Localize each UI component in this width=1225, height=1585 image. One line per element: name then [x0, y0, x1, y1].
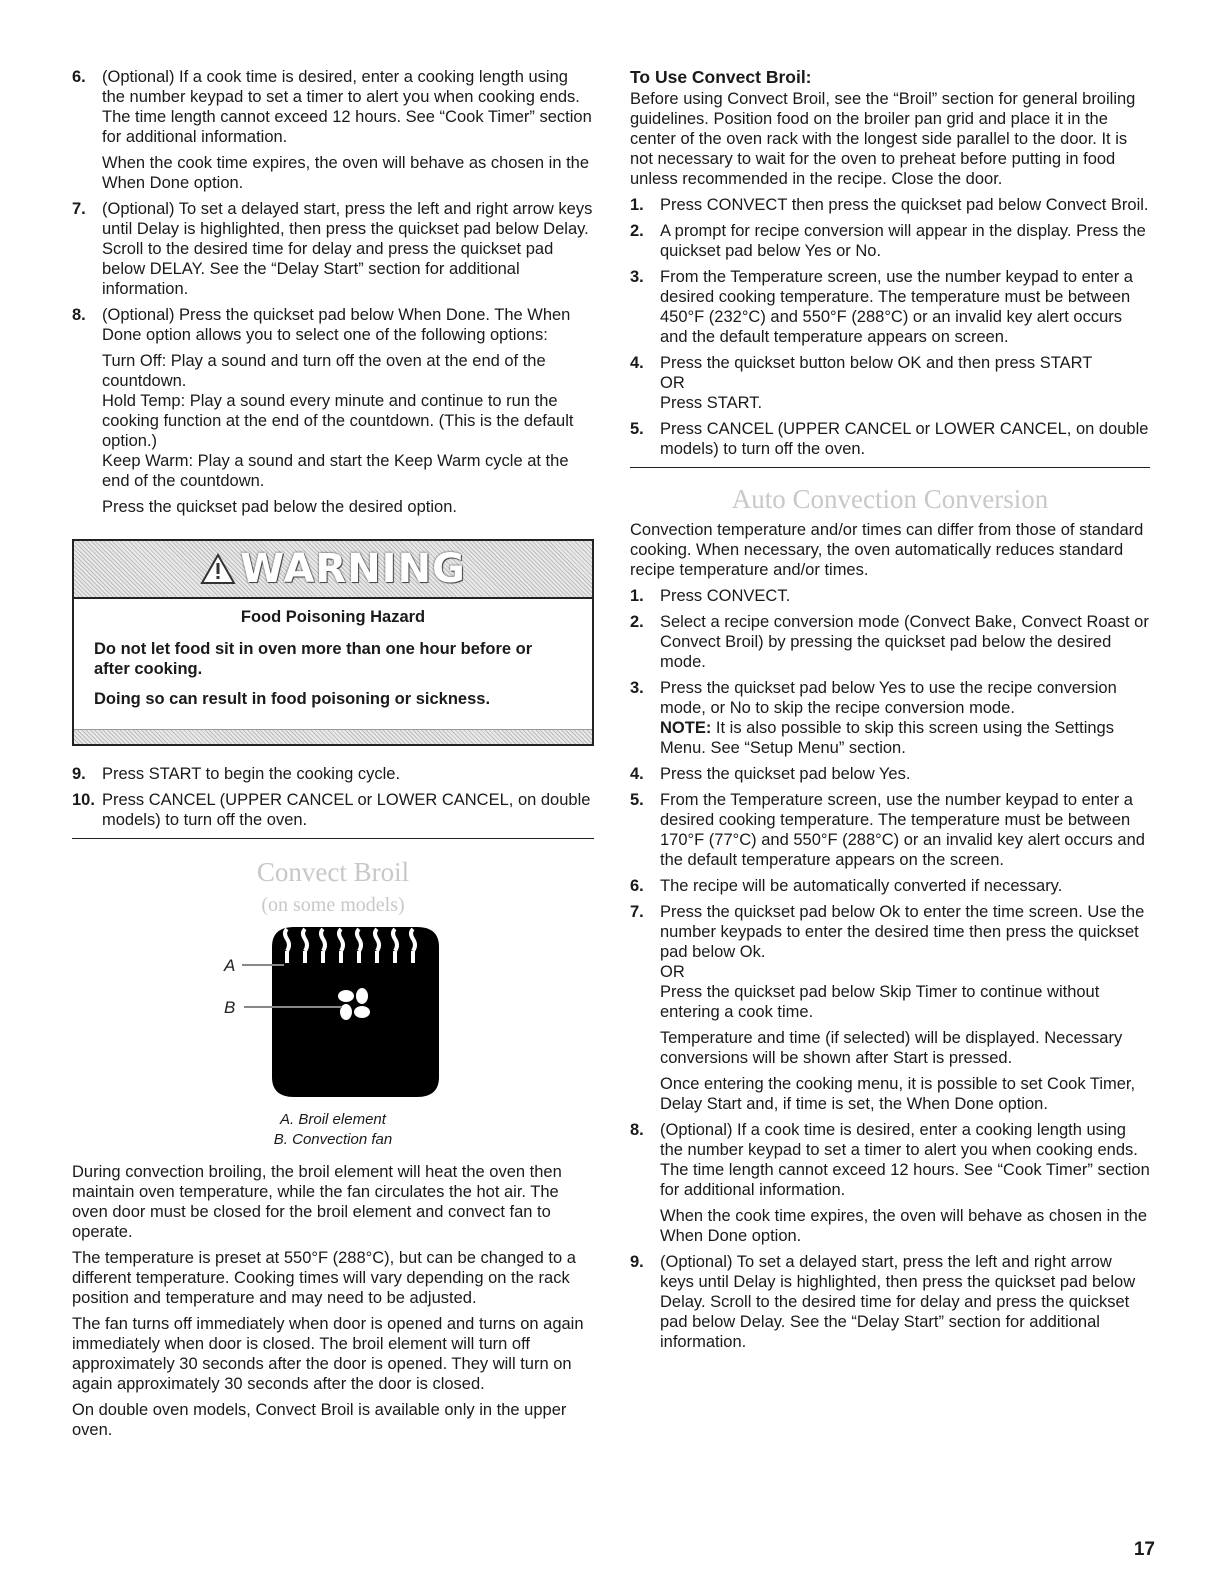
list-item: 9. Press START to begin the cooking cycle. — [72, 765, 401, 783]
steps-list-top — [72, 67, 594, 517]
list-item: 7. Press the quickset pad below Ok to enter the time screen. Use the number keypads to enter the desired time then press the quickset pad below Ok. OR Press the quickset pad below Skip Timer to continue without entering a cook time. Temperature and time (if selected) will be displayed. Necessary conversions will be shown after Start is pressed. Once entering the cooking menu, it is possible to set Cook Timer, Delay Start and, if time is set, the When Done option. — [630, 903, 1145, 1113]
right-column: To Use Convect Broil: Before using Convect Broil, see the “Broil” section for general broiling guidelines. Position food on the broiler pan grid and place it in the center of the oven rack with the longest side parallel to the door. It is not necessary to wait for the oven to preheat before putting in food unless recommended in the recipe. Close the door. 1. Press CONVECT then press the quickset pad below Convect Broil. 2. A prompt for recipe conversion will appear in the display. Press the quickset pad below Yes or No. 3. From the Temperature screen, use the number keypad to enter a desired cooking temperature. The temperature must be between 450°F (232°C) and 550°F (288°C) or an invalid key alert occurs and the default temperature appears on screen. 4. Press the quickset button below OK and then press START OR Press START. 5. Press CANCEL (UPPER CANCEL or LOWER CANCEL, on double models) to turn off the oven. Auto Convection Conversion Convection temperature and/or times can differ from those of standard cooking. When necessary, the oven automatically reduces standard recipe temperature and/or times. 1. Press CONVECT. 2. Select a recipe conversion mode (Convect Bake, Convect Roast or Convect Broil) by pressing the quickset pad below the desired mode. 3. Press the quickset pad below Yes to use the recipe conversion mode, or No to skip the recipe conversion mode. NOTE: It is also possible to skip this screen using the Settings Menu. See “Setup Menu” section. 4. Press the quickset pad below Yes. 5. From the Temperature screen, use the number keypad to enter a desired cooking temperature. The temperature must be between 170°F (77°C) and 550°F (288°C) or an invalid key alert occurs and the default temperature appears on the screen. 6. The recipe will be automatically converted if necessary. 7. Press the quickset pad below Ok to enter the time screen. Use the number keypads to enter the desired time then press the quickset pad below Ok. OR Press the quickset pad below Skip Timer to continue without entering a cook time. Temperature and time (if selected) will be displayed. Necessary conversions will be shown after Start is pressed. Once entering the cooking menu, it is possible to set Cook Timer, Delay Start and, if time is set, the When Done option. 8. (Optional) If a cook time is desired, enter a cooking length using the number keypad to set a timer to alert you when cooking ends. The time length cannot exceed 12 hours. See “Cook Timer” section for additional information. When the cook time expires, the oven will behave as chosen in the When Done option. 9. (Optional) To set a delayed start, press the left and right arrow keys until Delay is highlighted, then press the quickset pad below Delay. Scroll to the desired time for delay and press the quickset pad below Delay. See the “Delay Start” section for additional information. — [630, 67, 1150, 1351]
list-item: 9. (Optional) To set a delayed start, press the left and right arrow keys until Delay is highlighted, then press the quickset pad below Delay. Scroll to the desired time for delay and press the quickset pad below Delay. See the “Delay Start” section for additional information. — [630, 1253, 1136, 1351]
list-item: 3. From the Temperature screen, use the number keypad to enter a desired cooking temperature. The temperature must be between 450°F (232°C) and 550°F (288°C) or an invalid key alert occurs and the default temperature appears on screen. — [630, 268, 1133, 346]
section-title-convect-broil: Convect Broil — [256, 857, 410, 887]
oven-illustration — [72, 927, 594, 1102]
list-item: 3. Press the quickset pad below Yes to use the recipe conversion mode, or No to skip the recipe conversion mode. NOTE: It is also possible to skip this screen using the Settings Menu. See “Setup Menu” section. — [630, 679, 1117, 757]
page-number: 17 — [1133, 1539, 1155, 1560]
oven-diagram — [72, 927, 594, 1102]
list-item: 8. (Optional) Press the quickset pad below When Done. The When Done option allows you to select one of the following options: Turn Off: Play a sound and turn off the oven at the end of the countdown. Hold Temp: Play a sound every minute and continue to run the cooking function at the end of the countdown. (This is the default option.) Keep Warm: Play a sound and start the Keep Warm cycle at the end of the countdown. Press the quickset pad below the desired option. — [72, 305, 594, 517]
list-item: 6. The recipe will be automatically converted if necessary. — [630, 877, 1063, 895]
label-b: B — [224, 998, 236, 1017]
list-item: 5. Press CANCEL (UPPER CANCEL or LOWER CANCEL, on double models) to turn off the oven. — [630, 420, 1149, 458]
list-item: 1. Press CONVECT then press the quickset pad below Convect Broil. — [630, 196, 1149, 214]
convect-broil-steps — [630, 195, 1150, 459]
note-label: NOTE: — [660, 719, 712, 737]
warning-line-2: Doing so can result in food poisoning or sickness. — [94, 690, 491, 708]
list-item: 5. From the Temperature screen, use the number keypad to enter a desired cooking temperature. The temperature must be between 170°F (77°C) and 550°F (288°C) or an invalid key alert occurs and the default temperature appears on the screen. — [630, 791, 1145, 869]
list-item: 4. Press the quickset pad below Yes. — [630, 765, 911, 783]
section-title-auto-convection: Auto Convection Conversion — [731, 484, 1049, 514]
list-item: 7. (Optional) To set a delayed start, press the left and right arrow keys until Delay is highlighted, then press the quickset pad below Delay. Scroll to the desired time for delay and press the quickset pad below DELAY. See the “Delay Start” section for additional information. — [72, 200, 593, 298]
list-item: 1. Press CONVECT. — [630, 587, 791, 605]
warning-triangle-icon — [200, 553, 236, 585]
left-column: 6. (Optional) If a cook time is desired, enter a cooking length using the number keypad to set a timer to alert you when cooking ends. The time length cannot exceed 12 hours. See “Cook Timer” section for additional information. When the cook time expires, the oven will behave as chosen in the When Done option. 7. (Optional) To set a delayed start, press the left and right arrow keys until Delay is highlighted, then press the quickset pad below Delay. Scroll to the desired time for delay and press the quickset pad below DELAY. See the “Delay Start” section for additional information. 8. (Optional) Press the quickset pad below When Done. The When Done option allows you to select one of the following options: Turn Off: Play a sound and turn off the oven at the end of the countdown. Hold Temp: Play a sound every minute and continue to run the cooking function at the end of the countdown. (This is the default option.) Keep Warm: Play a sound and start the Keep Warm cycle at the end of the countdown. Press the quickset pad below the desired option. WARNING Food Poisoning Hazard Do not let food sit in oven more than one hour before or after cooking. Doing so can result in food poisoning or sickness. 9. Press START to begin the cooking cycle. 10. Press CANCEL (UPPER CANCEL or LOWER CANCEL, on double models) to turn off the oven. Convect Broil (on some models) A B A. Broil element B. Convection fan During convection broiling, the broil element will heat the oven then maintain oven temperature, while the fan circulates the hot air. The oven door must be closed for the broil element and convect fan to operate. The temperature is preset at 550°F (288°C), but can be changed to a different temperature. Cooking times will vary depending on the rack position and temperature and may need to be adjusted. The fan turns off immediately when door is opened and turns on again immediately when door is closed. The broil element will turn off approximately 30 seconds after the door is opened. They will turn on again approximately 30 seconds after the door is closed. On double oven models, Convect Broil is available only in the upper oven. — [72, 68, 593, 1439]
when-done-options: Turn Off: Play a sound and turn off the oven at the end of the countdown. Hold Temp: Play a sound every minute and continue to run the cooking function at the end of the countdown. (This is the default option.) Keep Warm: Play a sound and start the Keep Warm cycle at the end of the countdown. — [102, 352, 574, 490]
steps-list-bottom — [72, 764, 594, 830]
warning-box — [72, 539, 594, 746]
list-item: 2. A prompt for recipe conversion will appear in the display. Press the quickset pad below Yes or No. — [630, 222, 1146, 260]
heading-to-use-convect-broil: To Use Convect Broil: — [630, 67, 812, 87]
section-subtitle: (on some models) — [261, 894, 405, 916]
list-item: 4. Press the quickset button below OK and then press START OR Press START. — [630, 354, 1093, 412]
list-item: 8. (Optional) If a cook time is desired, enter a cooking length using the number keypad to set a timer to alert you when cooking ends. The time length cannot exceed 12 hours. See “Cook Timer” section for additional information. When the cook time expires, the oven will behave as chosen in the When Done option. — [630, 1121, 1150, 1245]
warning-hazard: Food Poisoning Hazard — [240, 608, 426, 626]
warning-line-1: Do not let food sit in oven more than one hour before or after cooking. — [94, 640, 533, 678]
list-item: 2. Select a recipe conversion mode (Convect Bake, Convect Roast or Convect Broil) by pressing the quickset pad below the desired mode. — [630, 613, 1149, 671]
auto-conversion-steps — [630, 586, 1150, 1352]
list-item: 6. (Optional) If a cook time is desired, enter a cooking length using the number keypad to set a timer to alert you when cooking ends. The time length cannot exceed 12 hours. See “Cook Timer” section for additional information. When the cook time expires, the oven will behave as chosen in the When Done option. — [72, 68, 592, 192]
warning-header — [74, 541, 592, 599]
divider — [72, 838, 594, 839]
list-item: 10. Press CANCEL (UPPER CANCEL or LOWER CANCEL, on double models) to turn off the oven. — [72, 791, 591, 829]
label-a: A — [224, 956, 236, 975]
warning-title: WARNING — [240, 546, 466, 592]
figure-caption: A. Broil element B. Convection fan — [273, 1111, 393, 1148]
divider — [630, 467, 1150, 468]
